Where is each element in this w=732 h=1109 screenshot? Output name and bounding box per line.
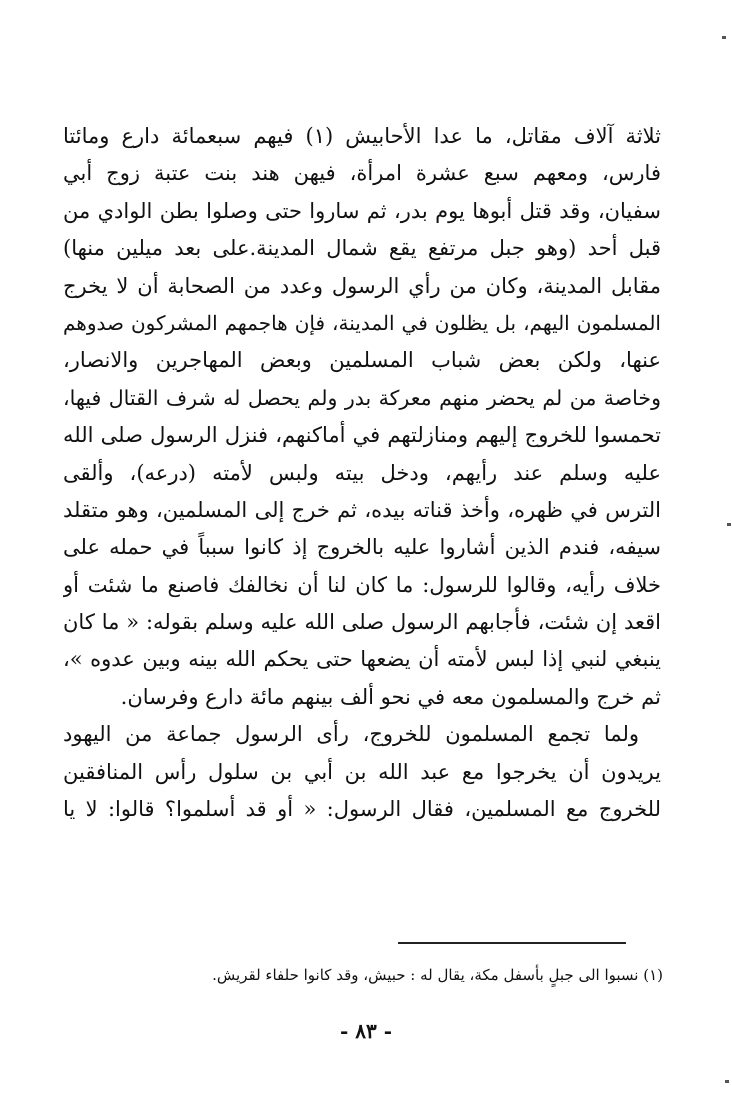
text-line: سيفه، فندم الذين أشاروا عليه بالخروج إذ كانوا سبباً في حمله على xyxy=(63,535,661,560)
text-line: فارس، ومعهم سبع عشرة امرأة، فيهن هند بنت عتبة زوج أبي xyxy=(63,161,661,186)
text-line: الترس في ظهره، وأخذ قناته بيده، ثم خرج إلى المسلمين، وهو متقلد xyxy=(63,497,661,522)
footnote: (١) نسبوا الى جبلٍ بأسفل مكة، يقال له : حبيش، وقد كانوا حلفاء لقريش. xyxy=(212,966,663,984)
margin-speck xyxy=(722,36,726,39)
text-line: تحمسوا للخروج إليهم ومنازلتهم في أماكنهم، فنزل الرسول صلى الله xyxy=(63,423,661,448)
text-line: للخروج مع المسلمين، فقال الرسول: « أو قد أسلموا؟ قالوا: لا يا xyxy=(63,797,661,822)
page-number: - ٨٣ - xyxy=(339,1019,392,1043)
text-line: ثلاثة آلاف مقاتل، ما عدا الأحابيش (١) فيهم سبعمائة دارع ومائتا xyxy=(63,124,661,148)
text-line: عنها، ولكن بعض شباب المسلمين وبعض المهاجرين والانصار، xyxy=(63,348,661,373)
footnote-divider xyxy=(398,942,626,944)
margin-speck xyxy=(725,1080,729,1083)
text-line: سفيان، وقد قتل أبوها يوم بدر، ثم ساروا حتى وصلوا بطن الوادي من xyxy=(63,198,661,223)
text-line: المسلمون اليهم، بل يظلون في المدينة، فإن هاجمهم المشركون صدوهم xyxy=(63,310,661,335)
text-line-paragraph-end: ثم خرج والمسلمون معه في نحو ألف بينهم مائة دارع وفرسان. xyxy=(120,684,661,709)
margin-speck xyxy=(727,523,731,526)
text-line: مقابل المدينة، وكان من رأي الرسول وعدد من الصحابة أن لا يخرج xyxy=(63,273,661,298)
text-line: ينبغي لنبي إذا لبس لأمته أن يضعها حتى يحكم الله بينه وبين عدوه »، xyxy=(63,647,661,672)
text-line: يريدون أن يخرجوا مع عبد الله بن أبي بن سلول رأس المنافقين xyxy=(63,759,661,784)
text-line-paragraph-start: ولما تجمع المسلمون للخروج، رأى الرسول جماعة من اليهود xyxy=(63,722,639,747)
text-line: خلاف رأيه، وقالوا للرسول: ما كان لنا أن نخالفك فاصنع ما شئت أو xyxy=(63,572,661,597)
text-line: اقعد إن شئت، فأجابهم الرسول صلى الله عليه وسلم بقوله: « ما كان xyxy=(63,610,661,635)
text-line: وخاصة من لم يحضر منهم معركة بدر ولم يحصل له شرف القتال فيها، xyxy=(63,385,661,410)
main-text xyxy=(63,118,661,828)
text-line: عليه وسلم عند رأيهم، ودخل بيته ولبس لأمته (درعه)، وألقى xyxy=(63,460,661,485)
text-line: قبل أحد (وهو جبل مرتفع يقع شمال المدينة.على بعد ميلين منها) xyxy=(63,236,661,261)
